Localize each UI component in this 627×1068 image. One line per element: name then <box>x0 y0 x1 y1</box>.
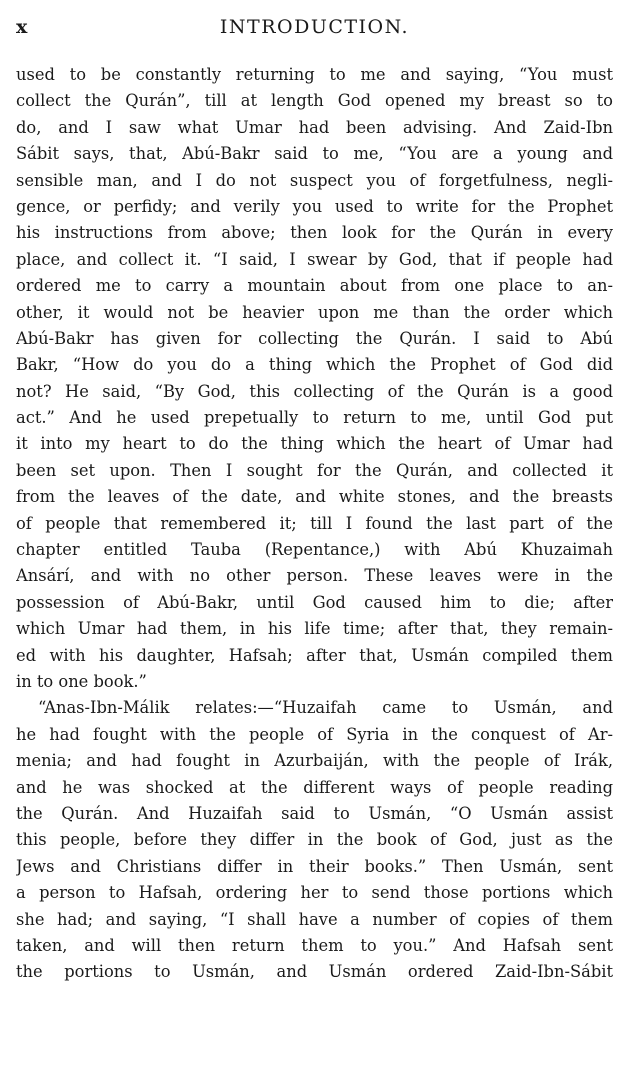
text-line: place, and collect it. “I said, I swear by God, that if people had <box>16 249 613 269</box>
text-line: collect the Qurán”, till at length God opened my breast so to <box>16 91 613 111</box>
text-line: Abú-Bakr has given for collecting the Qurán. I said to Abú <box>16 328 613 348</box>
text-line: other, it would not be heavier upon me than the order which <box>16 302 613 322</box>
text-line: menia; and had fought in Azurbaiján, with the people of Irák, <box>16 751 613 771</box>
text-line: taken, and will then return them to you.” And Hafsah sent <box>16 935 613 955</box>
text-line: Bakr, “How do you do a thing which the Prophet of God did <box>16 355 613 375</box>
text-line: not? He said, “By God, this collecting of the Qurán is a good <box>16 381 613 401</box>
text-line: a person to Hafsah, ordering her to send those portions which <box>16 883 613 903</box>
text-line: used to be constantly returning to me and saying, “You must <box>16 65 613 84</box>
text-line: it into my heart to do the thing which the heart of Umar had <box>16 434 613 454</box>
text-line: and he was shocked at the different ways of people reading <box>16 777 613 797</box>
text-line: the portions to Usmán, and Usmán ordered Zaid-Ibn-Sábit <box>16 962 613 982</box>
page-header <box>16 10 613 50</box>
text-line: possession of Abú-Bakr, until God caused him to die; after <box>16 592 613 612</box>
text-line: do, and I saw what Umar had been advising. And Zaid-Ibn <box>16 117 613 137</box>
text-line: ed with his daughter, Hafsah; after that, Usmán compiled them <box>16 645 613 665</box>
book-page <box>16 10 613 982</box>
text-line: she had; and saying, “I shall have a number of copies of them <box>16 909 613 929</box>
text-line: Jews and Christians differ in their books.” Then Usmán, sent <box>16 856 613 876</box>
text-line: the Qurán. And Huzaifah said to Usmán, “O Usmán assist <box>16 803 613 823</box>
text-line: act.” And he used prepetually to return to me, until God put <box>16 408 613 428</box>
text-line: which Umar had them, in his life time; after that, they remain- <box>16 619 613 639</box>
page-number: x <box>16 16 28 38</box>
text-line: this people, before they differ in the book of God, just as the <box>16 830 613 850</box>
body-text <box>16 62 613 986</box>
text-line: been set upon. Then I sought for the Qurán, and collected it <box>16 460 613 480</box>
text-line: of people that remembered it; till I found the last part of the <box>16 513 613 533</box>
text-line: chapter entitled Tauba (Repentance,) with Abú Khuzaimah <box>16 540 613 560</box>
text-line: Sábit says, that, Abú-Bakr said to me, “You are a young and <box>16 144 613 164</box>
text-line: his instructions from above; then look for the Qurán in every <box>16 223 613 243</box>
paragraph <box>16 62 613 695</box>
text-line: ordered me to carry a mountain about from one place to an- <box>16 276 613 296</box>
paragraph <box>16 695 613 985</box>
text-line: “Anas-Ibn-Málik relates:—“Huzaifah came to Usmán, and <box>38 698 613 718</box>
text-line: from the leaves of the date, and white stones, and the breasts <box>16 487 613 507</box>
text-line: in to one book.” <box>16 671 147 691</box>
text-line: Ansárí, and with no other person. These leaves were in the <box>16 566 613 586</box>
text-line: sensible man, and I do not suspect you of forgetfulness, negli- <box>16 170 613 190</box>
text-line: he had fought with the people of Syria in the conquest of Ar- <box>16 724 613 744</box>
running-head: INTRODUCTION. <box>219 16 410 38</box>
text-line: gence, or perfidy; and verily you used to write for the Prophet <box>16 196 613 216</box>
